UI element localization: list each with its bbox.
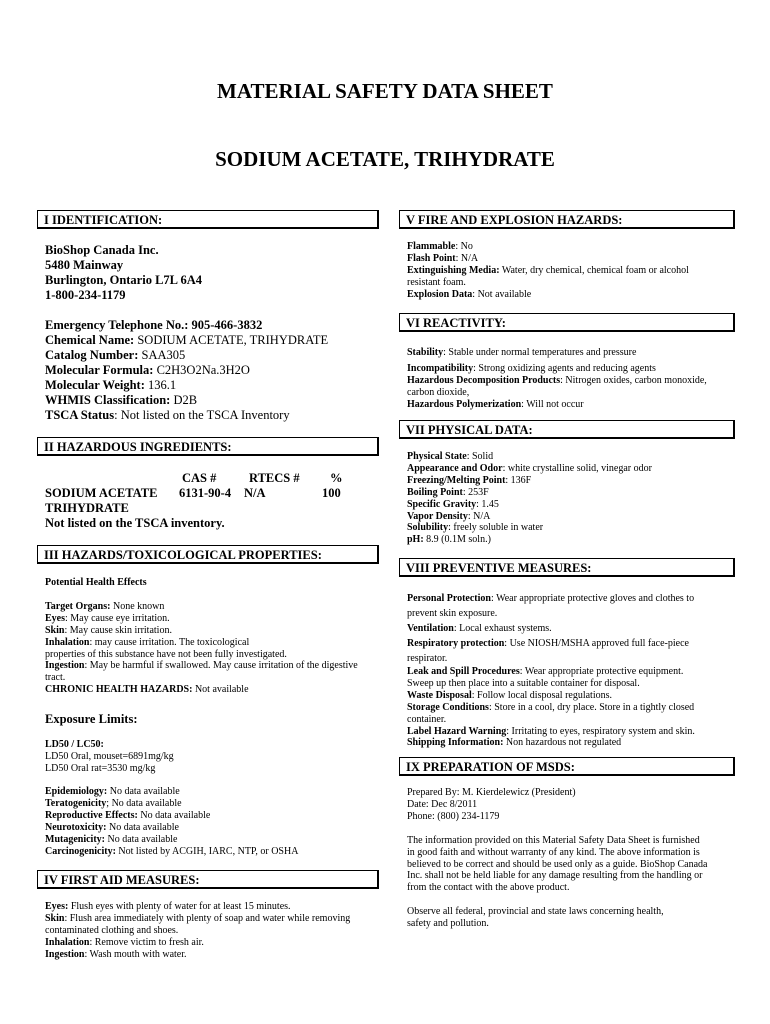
- section-identification-header: I IDENTIFICATION:: [37, 210, 379, 229]
- physical-block: [407, 451, 652, 546]
- section-fire-header: V FIRE AND EXPLOSION HAZARDS:: [399, 210, 735, 229]
- melting-point-label: Freezing/Melting Point: [407, 474, 506, 486]
- identification-details: [45, 318, 328, 423]
- ingredient-percent: 100: [322, 486, 341, 500]
- hazards-block: [45, 577, 358, 696]
- toxicology-block: [45, 786, 298, 857]
- vapor-density-value: : N/A: [467, 510, 491, 522]
- label-warning-value: : Irritating to eyes, respiratory system and skin.: [506, 725, 695, 737]
- state-label: Physical State: [407, 451, 467, 462]
- section-physical-header: VII PHYSICAL DATA:: [399, 420, 735, 439]
- tsca-note: Not listed on the TSCA inventory.: [45, 516, 225, 530]
- disclaimer-line-4: Inc. shall not be held liable for any damage resulting from the handling or: [407, 870, 703, 882]
- mutagenicity-value: No data available: [105, 833, 178, 845]
- shipping-label: Shipping Information:: [407, 737, 504, 749]
- reactivity-block: [407, 347, 707, 411]
- observe-line-1: Observe all federal, provincial and state laws concerning health,: [407, 906, 664, 918]
- target-organs-value: None known: [110, 600, 165, 612]
- emergency-phone: Emergency Telephone No.: 905-466-3832: [45, 318, 263, 332]
- inhalation-value-2: properties of this substance have not been fully investigated.: [45, 648, 287, 660]
- extinguishing-value-2: resistant foam.: [407, 276, 466, 288]
- flammable-label: Flammable: [407, 241, 456, 252]
- formula-label: Molecular Formula:: [45, 363, 154, 377]
- boiling-point-value: : 253F: [462, 486, 489, 498]
- epidemiology-value: No data available: [107, 786, 180, 797]
- observe-line-2: safety and pollution.: [407, 918, 489, 930]
- fa-eyes-value: Flush eyes with plenty of water for at least 15 minutes.: [68, 901, 291, 912]
- company-name: BioShop Canada Inc.: [45, 243, 159, 257]
- catalog-value: SAA305: [141, 348, 186, 362]
- chronic-value: Not available: [192, 684, 249, 696]
- fa-inhalation-label: Inhalation: [45, 936, 90, 948]
- inhalation-label: Inhalation: [45, 636, 90, 648]
- ventilation-label: Ventilation: [407, 623, 454, 634]
- leak-value-2: Sweep up then place into a suitable container for disposal.: [407, 677, 640, 689]
- ld50-heading: LD50 / LC50:: [45, 739, 104, 750]
- ingredient-rtecs: N/A: [244, 486, 266, 500]
- company-street: 5480 Mainway: [45, 258, 124, 272]
- section-first-aid-header: IV FIRST AID MEASURES:: [37, 870, 379, 889]
- preventive-block: [407, 592, 695, 749]
- section-reactivity-header: VI REACTIVITY:: [399, 313, 735, 332]
- teratogenicity-value: ; No data available: [106, 797, 182, 809]
- solubility-label: Solubility: [407, 522, 449, 534]
- ingredient-cas: 6131-90-4: [179, 486, 232, 500]
- ingredient-name: SODIUM ACETATE: [45, 486, 158, 500]
- ingestion-value-2: tract.: [45, 672, 66, 684]
- col-cas: CAS #: [182, 471, 217, 485]
- protection-value: : Wear appropriate protective gloves and clothes to: [490, 593, 695, 604]
- flash-point-value: : N/A: [455, 252, 479, 264]
- fa-skin-value: : Flush area immediately with plenty of soap and water while removing: [64, 912, 351, 924]
- explosion-label: Explosion Data: [407, 288, 473, 300]
- section-preparation-header: IX PREPARATION OF MSDS:: [399, 757, 735, 776]
- leak-label: Leak and Spill Procedures: [407, 666, 520, 677]
- section-hazards-header: III HAZARDS/TOXICOLOGICAL PROPERTIES:: [37, 545, 379, 564]
- company-block: [45, 243, 202, 303]
- respiratory-value-2: respirator.: [407, 653, 448, 664]
- storage-value: : Store in a cool, dry place. Store in a tightly closed: [488, 701, 695, 713]
- whmis-value: D2B: [173, 393, 198, 407]
- decomposition-label: Hazardous Decomposition Products: [407, 374, 561, 386]
- chem-name-value: SODIUM ACETATE, TRIHYDRATE: [137, 333, 329, 347]
- fa-ingestion-label: Ingestion: [45, 948, 85, 960]
- carcinogenicity-label: Carcinogenicity:: [45, 845, 116, 857]
- stability-value: : Stable under normal temperatures and pressure: [443, 347, 637, 358]
- ingredients-table: [0, 471, 400, 531]
- eyes-value: : May cause eye irritation.: [65, 612, 170, 624]
- state-value: : Solid: [466, 451, 494, 462]
- ld50-mouse: LD50 Oral, mouset=6891mg/kg: [45, 750, 174, 762]
- appearance-label: Appearance and Odor: [407, 462, 503, 474]
- mutagenicity-label: Mutagenicity:: [45, 833, 105, 845]
- neurotoxicity-label: Neurotoxicity:: [45, 821, 107, 833]
- skin-label: Skin: [45, 624, 65, 636]
- section-ingredients-header: II HAZARDOUS INGREDIENTS:: [37, 437, 379, 456]
- flash-point-label: Flash Point: [407, 252, 456, 264]
- ingestion-value: : May be harmful if swallowed. May cause irritation of the digestive: [84, 660, 358, 672]
- fa-inhalation-value: : Remove victim to fresh air.: [89, 936, 204, 948]
- flammable-value: : No: [455, 241, 473, 252]
- polymerization-label: Hazardous Polymerization: [407, 398, 522, 410]
- specific-gravity-value: : 1.45: [476, 498, 499, 510]
- decomposition-value-2: carbon dioxide,: [407, 386, 470, 398]
- tsca-label: TSCA Status: [45, 408, 115, 422]
- prep-phone: Phone: (800) 234-1179: [407, 810, 500, 822]
- reproductive-label: Reproductive Effects:: [45, 809, 138, 821]
- ingestion-label: Ingestion: [45, 660, 85, 672]
- ph-label: pH:: [407, 534, 424, 546]
- polymerization-value: : Will not occur: [521, 398, 584, 410]
- teratogenicity-label: Teratogenicity: [45, 797, 107, 809]
- tsca-value: : Not listed on the TSCA Inventory: [114, 408, 290, 422]
- vapor-density-label: Vapor Density: [407, 510, 468, 522]
- first-aid-block: [45, 901, 350, 961]
- chronic-label: CHRONIC HEALTH HAZARDS:: [45, 684, 193, 696]
- respiratory-value: : Use NIOSH/MSHA approved full face-piece: [504, 638, 689, 649]
- preparation-block: [407, 787, 707, 930]
- company-city: Burlington, Ontario L7L 6A4: [45, 273, 202, 287]
- ventilation-value: : Local exhaust systems.: [453, 623, 552, 634]
- protection-value-2: prevent skin exposure.: [407, 608, 498, 619]
- melting-point-value: : 136F: [505, 474, 532, 486]
- boiling-point-label: Boiling Point: [407, 486, 463, 498]
- eyes-label: Eyes: [45, 612, 65, 624]
- fa-eyes-label: Eyes:: [45, 901, 69, 912]
- potential-health-effects: Potential Health Effects: [45, 577, 147, 588]
- exposure-limits-heading: Exposure Limits:: [45, 712, 138, 726]
- whmis-label: WHMIS Classification:: [45, 393, 171, 407]
- shipping-value: Non hazardous not regulated: [503, 737, 622, 749]
- ld50-rat: LD50 Oral rat=3530 mg/kg: [45, 762, 156, 774]
- extinguishing-value: Water, dry chemical, chemical foam or alcohol: [499, 264, 689, 276]
- company-phone: 1-800-234-1179: [45, 288, 126, 302]
- ingredient-name-2: TRIHYDRATE: [45, 501, 129, 515]
- col-rtecs: RTECS #: [249, 471, 300, 485]
- weight-label: Molecular Weight:: [45, 378, 145, 392]
- skin-value: : May cause skin irritation.: [64, 624, 172, 636]
- storage-label: Storage Conditions: [407, 701, 489, 713]
- ld50-block: [45, 739, 174, 775]
- disclaimer-line-1: The information provided on this Material Safety Data Sheet is furnished: [407, 834, 700, 846]
- explosion-value: : Not available: [472, 288, 532, 300]
- label-warning-label: Label Hazard Warning: [407, 725, 507, 737]
- leak-value: : Wear appropriate protective equipment.: [519, 666, 684, 677]
- inhalation-value: : may cause irritation. The toxicological: [89, 636, 250, 648]
- extinguishing-label: Extinguishing Media:: [407, 264, 500, 276]
- fa-ingestion-value: : Wash mouth with water.: [84, 948, 187, 960]
- storage-value-2: container.: [407, 713, 447, 725]
- reproductive-value: No data available: [137, 809, 211, 821]
- document-title: MATERIAL SAFETY DATA SHEET: [217, 79, 553, 103]
- neurotoxicity-value: No data available: [106, 821, 179, 833]
- protection-label: Personal Protection: [407, 593, 491, 604]
- product-title: SODIUM ACETATE, TRIHYDRATE: [215, 147, 555, 171]
- weight-value: 136.1: [148, 378, 177, 392]
- decomposition-value: : Nitrogen oxides, carbon monoxide,: [560, 374, 707, 386]
- disclaimer-line-2: in good faith and without warranty of any kind. The above information is: [407, 846, 700, 858]
- appearance-value: : white crystalline solid, vinegar odor: [502, 462, 652, 474]
- fa-skin-label: Skin: [45, 912, 65, 924]
- disclaimer-line-5: from the contact with the above product.: [407, 882, 570, 894]
- carcinogenicity-value: Not listed by ACGIH, IARC, NTP, or OSHA: [115, 845, 299, 857]
- formula-value: C2H3O2Na.3H2O: [156, 363, 250, 377]
- stability-label: Stability: [407, 347, 444, 358]
- catalog-label: Catalog Number:: [45, 348, 139, 362]
- col-percent: %: [330, 471, 343, 485]
- prepared-by: Prepared By: M. Kierdelewicz (President): [407, 787, 576, 798]
- fa-skin-value-2: contaminated clothing and shoes.: [45, 924, 179, 936]
- waste-label: Waste Disposal: [407, 689, 472, 701]
- specific-gravity-label: Specific Gravity: [407, 498, 477, 510]
- solubility-value: : freely soluble in water: [448, 522, 544, 534]
- target-organs-label: Target Organs:: [45, 600, 111, 612]
- incompatibility-label: Incompatibility: [407, 362, 474, 374]
- chem-name-label: Chemical Name:: [45, 333, 135, 347]
- respiratory-label: Respiratory protection: [407, 638, 505, 649]
- incompatibility-value: : Strong oxidizing agents and reducing agents: [473, 362, 656, 374]
- section-preventive-header: VIII PREVENTIVE MEASURES:: [399, 558, 735, 577]
- fire-block: [407, 241, 689, 301]
- disclaimer-line-3: believed to be correct and should be used only as a guide. BioShop Canada: [407, 858, 708, 870]
- prep-date: Date: Dec 8/2011: [407, 798, 478, 810]
- waste-value: : Follow local disposal regulations.: [471, 689, 612, 701]
- ph-value: 8.9 (0.1M soln.): [423, 534, 491, 546]
- epidemiology-label: Epidemiology:: [45, 786, 108, 797]
